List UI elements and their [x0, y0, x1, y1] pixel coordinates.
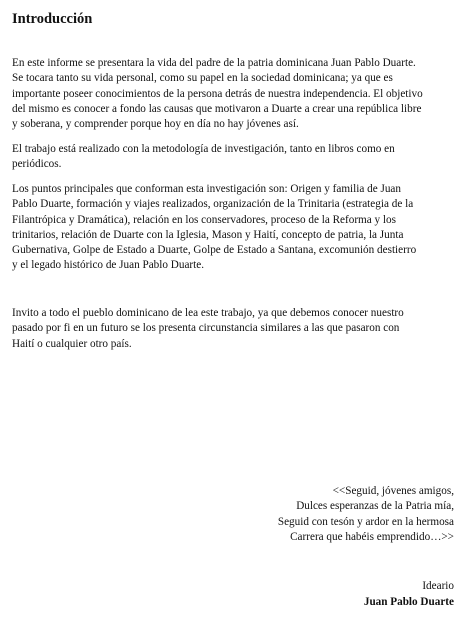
paragraph-line: y soberana, y comprender porque hoy en día no hay jóvenes así.	[12, 118, 299, 131]
paragraph-line: Pablo Duarte, formación y viajes realizados, organización de la Trinitaria (estrategia de la	[12, 198, 414, 211]
source-work: Ideario	[422, 580, 454, 592]
quote-attribution	[364, 579, 454, 610]
quote-line: Carrera que habéis emprendido…>>	[290, 530, 454, 543]
paragraph-line: Invito a todo el pueblo dominicano de lea este trabajo, ya que debemos conocer nuestro	[12, 307, 404, 319]
paragraph-line: El trabajo está realizado con la metodología de investigación, tanto en libros como en	[12, 143, 395, 155]
paragraph-line: Filantrópica y Dramática), relación en los conservadores, proceso de la Reforma y los	[12, 213, 396, 226]
paragraph-methodology	[12, 142, 395, 173]
paragraph-line: importante poseer conocimientos de la persona detrás de nuestra independencia. El objetivo	[12, 87, 423, 100]
paragraph-line: Haití o cualquier otro país.	[12, 337, 132, 350]
paragraph-line: y el legado histórico de Juan Pablo Duarte.	[12, 259, 205, 272]
page-title: Introducción	[12, 11, 93, 27]
paragraph-line: Los puntos principales que conforman esta investigación son: Origen y familia de Juan	[12, 183, 401, 195]
paragraph-main-points	[12, 182, 416, 274]
paragraph-line: Se tocara tanto su vida personal, como su papel en la sociedad dominicana; ya que es	[12, 72, 393, 85]
quote-line: Dulces esperanzas de la Patria mía,	[296, 500, 454, 513]
quote-line: <<Seguid, jóvenes amigos,	[332, 485, 454, 497]
paragraph-line: pasado por fi en un futuro se los presenta circunstancia similares a las que pasaron con	[12, 322, 400, 335]
paragraph-line: del mismo es conocer a fondo las causas que motivaron a Duarte a crear una república libre	[12, 102, 422, 115]
source-author: Juan Pablo Duarte	[363, 595, 454, 608]
epigraph-quote	[278, 484, 454, 545]
quote-line: Seguid con tesón y ardor en la hermosa	[277, 515, 454, 528]
paragraph-line: En este informe se presentara la vida del padre de la patria dominicana Juan Pablo Duarte.	[12, 57, 416, 69]
paragraph-line: Gubernativa, Golpe de Estado a Duarte, Golpe de Estado a Santana, excomunión destierro	[12, 244, 417, 257]
paragraph-invitation	[12, 306, 404, 352]
paragraph-line: periódicos.	[12, 158, 62, 171]
paragraph-purpose	[12, 56, 423, 132]
paragraph-line: trinitarios, relación de Duarte con la Iglesia, Mason y Haití, concepto de patria, la Junta	[12, 228, 404, 241]
